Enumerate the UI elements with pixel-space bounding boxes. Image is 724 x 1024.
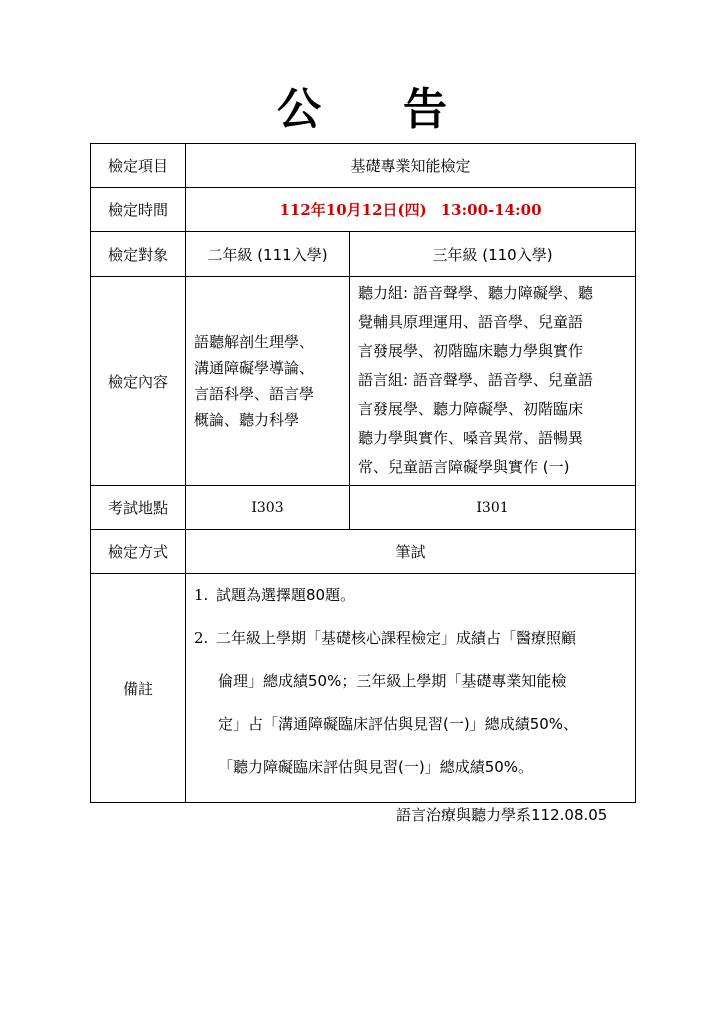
time-label: 檢定時間 <box>91 188 186 232</box>
method-label: 檢定方式 <box>91 530 186 574</box>
content-grade3-line: 語言組: 語音聲學、語音學、兒童語 <box>358 371 593 389</box>
remark-item-2 <box>194 627 627 650</box>
place-grade2: I303 <box>186 486 350 530</box>
content-grade3-line: 聽力組: 語音聲學、聽力障礙學、聽 <box>358 284 593 302</box>
content-grade2-line: 語聽解剖生理學、 <box>194 333 315 351</box>
item-label: 檢定項目 <box>91 144 186 188</box>
method-value: 筆試 <box>186 530 636 574</box>
table-row <box>91 188 636 232</box>
table-row <box>91 144 636 188</box>
time-hours: 13:00-14:00 <box>440 201 542 219</box>
item-value: 基礎專業知能檢定 <box>186 144 636 188</box>
content-grade3-line: 言發展學、初階臨床聽力學與實作 <box>358 342 584 360</box>
remark-text-3: 倫理」總成績50%；三年級上學期「基礎專業知能檢 <box>218 672 567 690</box>
remark-number-2: 2. <box>194 629 209 647</box>
content-grade3-line: 覺輔具原理運用、語音學、兒童語 <box>358 313 584 331</box>
table-row <box>91 574 636 803</box>
content-grade3-line: 常、兒童語言障礙學與實作 (一) <box>358 458 570 476</box>
remark-label: 備註 <box>91 574 186 803</box>
table-row <box>91 486 636 530</box>
content-grade2-line: 概論、聽力科學 <box>194 411 300 429</box>
footer-signature: 語言治療與聽力學系112.08.05 <box>396 806 608 824</box>
page-title <box>0 82 724 138</box>
remark-text-4: 定」占「溝通障礙臨床評估與見習(一)」總成績50%、 <box>218 715 579 733</box>
table-row <box>91 277 636 486</box>
remark-content <box>186 574 636 803</box>
content-grade2 <box>186 277 350 486</box>
time-value <box>186 188 636 232</box>
content-grade3 <box>350 277 636 486</box>
content-grade2-line: 言語科學、語言學 <box>194 385 315 403</box>
table-row <box>91 530 636 574</box>
target-grade3: 三年級 (110入學) <box>350 232 636 277</box>
target-grade2: 二年級 (111入學) <box>186 232 350 277</box>
place-grade3: I301 <box>350 486 636 530</box>
title-char-2: 告 <box>403 84 447 135</box>
content-grade3-line: 言發展學、聽力障礙學、初階臨床 <box>358 400 584 418</box>
remark-text-5: 「聽力障礙臨床評估與見習(一)」總成績50%。 <box>218 758 534 776</box>
remark-item-1 <box>194 584 627 607</box>
content-grade2-line: 溝通障礙學導論、 <box>194 359 315 377</box>
remark-number-1: 1. <box>194 586 209 604</box>
place-label: 考試地點 <box>91 486 186 530</box>
remark-text-1: 試題為選擇題80題。 <box>216 586 356 604</box>
remark-text-2: 二年級上學期「基礎核心課程檢定」成績占「醫療照顧 <box>216 629 577 647</box>
target-label: 檢定對象 <box>91 232 186 277</box>
notice-table <box>90 143 636 803</box>
content-grade3-line: 聽力學與實作、嗓音異常、語暢異 <box>358 429 584 447</box>
title-char-1: 公 <box>277 84 321 135</box>
content-label: 檢定內容 <box>91 277 186 486</box>
time-date: 112年10月12日(四) <box>279 201 427 219</box>
table-row <box>91 232 636 277</box>
